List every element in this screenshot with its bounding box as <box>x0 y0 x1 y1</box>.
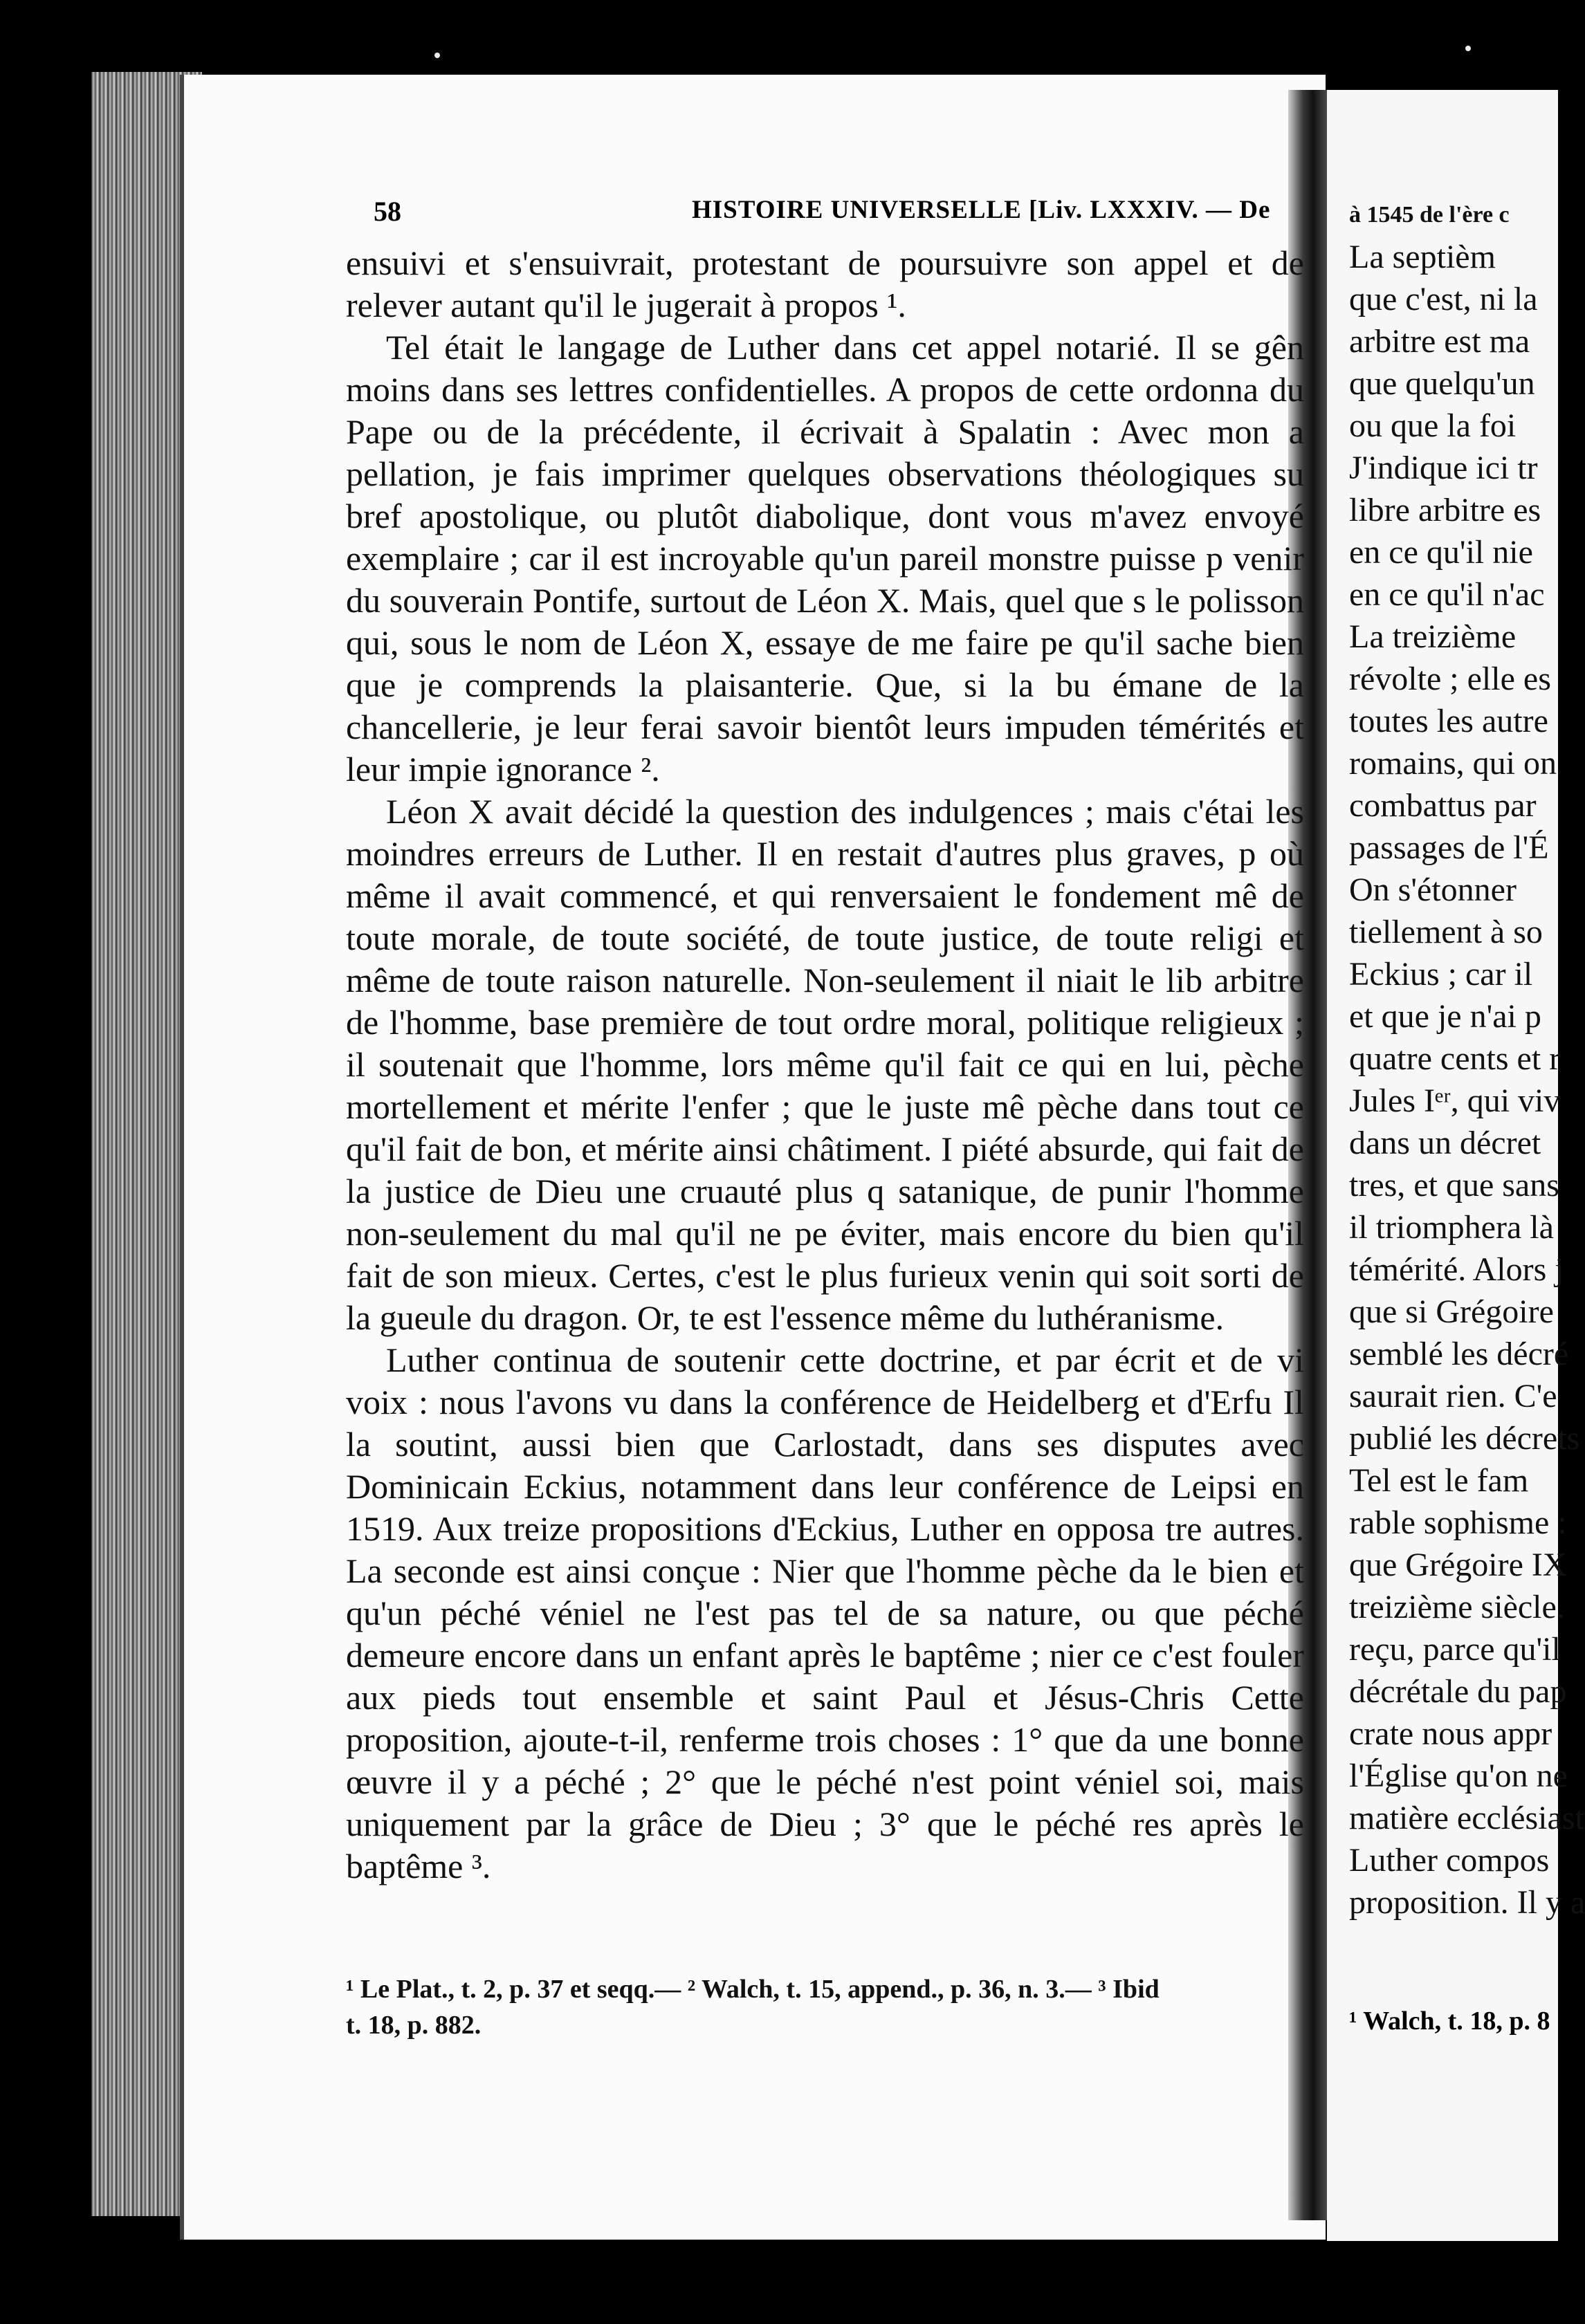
right-page-line: en ce qu'il nie <box>1349 534 1533 571</box>
right-page-line: semblé les décré <box>1349 1336 1569 1372</box>
right-page-line: que quelqu'un <box>1349 365 1535 402</box>
right-page-text <box>1349 194 1585 1924</box>
right-page-line: Jules Iᵉʳ, qui viv <box>1349 1082 1561 1119</box>
right-page-line: publié les décrets <box>1349 1420 1580 1457</box>
right-page-line: treizième siècle. <box>1349 1589 1565 1625</box>
right-page-line: J'indique ici tr <box>1349 450 1538 486</box>
right-page-line: saurait rien. C'e <box>1349 1378 1557 1414</box>
paragraph: Léon X avait décidé la question des indulgences ; mais c'étai les moindres erreurs de Luther. Il en restait d'autres plus graves, p où même il avait commencé, et qui renversaient le fondement mê de toute morale, de toute société, de toute justice, de toute religi et même de toute raison naturelle. Non-seulement il niait le lib arbitre de l'homme, base première de tout ordre moral, politique religieux ; il soutenait que l'homme, lors même qu'il fait ce qui en lui, pèche mortellement et mérite l'enfer ; que le juste mê pèche dans tout ce qu'il fait de bon, et mérite ainsi châtiment. I piété absurde, qui fait de la justice de Dieu une cruauté plus q satanique, de punir l'homme non-seulement du mal qu'il ne pe éviter, mais encore du bien qu'il fait de son mieux. Certes, c'est le plus furieux venin qui soit sorti de la gueule du dragon. Or, te est l'essence même du luthéranisme. <box>346 792 1304 1337</box>
right-page-line: toutes les autre <box>1349 703 1548 739</box>
right-page-line: Eckius ; car il <box>1349 956 1533 993</box>
right-page-line: tres, et que sans <box>1349 1167 1559 1204</box>
right-running-title: à 1545 de l'ère c <box>1349 202 1510 228</box>
right-page-line: On s'étonner <box>1349 872 1517 908</box>
right-page-line: combattus par <box>1349 787 1537 824</box>
right-page-line: que si Grégoire <box>1349 1293 1554 1330</box>
right-page-line: crate nous appr <box>1349 1715 1552 1752</box>
right-page-line: tiellement à so <box>1349 914 1543 950</box>
right-page-line: révolte ; elle es <box>1349 661 1551 697</box>
right-page-line: décrétale du pap <box>1349 1673 1567 1710</box>
right-page-line: l'Église qu'on ne <box>1349 1758 1568 1794</box>
running-title: HISTOIRE UNIVERSELLE [Liv. LXXXIV. — De <box>692 196 1271 224</box>
right-page-line: dans un décret <box>1349 1125 1541 1161</box>
right-page-line: proposition. Il y a <box>1349 1884 1585 1921</box>
right-page-line: La septièm <box>1349 239 1496 275</box>
footnote: ¹ Le Plat., t. 2, p. 37 et seqq.— ² Walch, t. 15, append., p. 36, n. 3.— ³ Ibid <box>346 1975 1160 2004</box>
dust-speck <box>1465 46 1471 51</box>
right-page-line: ou que la foi <box>1349 407 1517 444</box>
right-footnote: ¹ Walch, t. 18, p. 8 <box>1349 2007 1550 2036</box>
right-page-line: en ce qu'il n'ac <box>1349 576 1545 613</box>
footnotes <box>346 1971 1304 2043</box>
right-page-line: et que je n'ai p <box>1349 998 1541 1035</box>
page-number: 58 <box>374 196 401 227</box>
right-page-line: romains, qui on <box>1349 745 1557 782</box>
dust-speck <box>434 53 440 58</box>
main-text <box>346 242 1304 1888</box>
paragraph: ensuivi et s'ensuivrait, protestant de poursuivre son appel et de relever autant qu'il le jugerait à propos ¹. <box>346 243 1304 324</box>
right-page-line: Luther compos <box>1349 1842 1550 1879</box>
right-lines <box>1349 236 1585 1924</box>
right-page-line: rable sophisme : <box>1349 1504 1567 1541</box>
right-page-line: libre arbitre es <box>1349 492 1541 528</box>
right-page-line: il triomphera là <box>1349 1209 1554 1246</box>
right-page-line: Tel est le fam <box>1349 1462 1529 1499</box>
right-page-line: passages de l'É <box>1349 829 1549 866</box>
right-page-line: matière ecclésiast <box>1349 1800 1584 1836</box>
right-page-line: témérité. Alors j <box>1349 1251 1564 1288</box>
paragraph: Tel était le langage de Luther dans cet appel notarié. Il se gên moins dans ses lettres confidentielles. A propos de cette ordonna du Pape ou de la précédente, il écrivait à Spalatin : Avec mon a pellation, je fais imprimer quelques observations théologiques su bref apostolique, ou plutôt diabolique, dont vous m'avez envoyé exemplaire ; car il est incroyable qu'un pareil monstre puisse p venir du souverain Pontife, surtout de Léon X. Mais, quel que s le polisson qui, sous le nom de Léon X, essaye de me faire pe qu'il sache bien que je comprends la plaisanterie. Que, si la bu émane de la chancellerie, je leur ferai savoir bientôt leurs impuden témérités et leur impie ignorance ². <box>346 328 1304 788</box>
right-page-line: La treizième <box>1349 618 1517 655</box>
right-page-line: arbitre est ma <box>1349 323 1530 360</box>
right-page-line: que c'est, ni la <box>1349 281 1538 317</box>
right-page-line: reçu, parce qu'il <box>1349 1631 1561 1668</box>
footnote: t. 18, p. 882. <box>346 2011 482 2040</box>
paragraph: Luther continua de soutenir cette doctrine, et par écrit et de vi voix : nous l'avons vu dans la conférence de Heidelberg et d'Erfu Il la soutint, aussi bien que Carlostadt, dans ses disputes avec Dominicain Eckius, notamment dans leur conférence de Leipsi en 1519. Aux treize propositions d'Eckius, Luther en opposa tre autres. La seconde est ainsi conçue : Nier que l'homme pèche da le bien et qu'un péché véniel ne l'est pas tel de sa nature, ou que péché demeure encore dans un enfant après le baptême ; nier ce c'est fouler aux pieds tout ensemble et saint Paul et Jésus-Chris Cette proposition, ajoute-t-il, renferme trois choses : 1° que da une bonne œuvre il y a péché ; 2° que le péché n'est point véniel soi, mais uniquement par la grâce de Dieu ; 3° que le péché res après le baptême ³. <box>346 1340 1304 1885</box>
right-page-line: quatre cents et r <box>1349 1040 1561 1077</box>
right-page-line: que Grégoire IX <box>1349 1547 1567 1583</box>
